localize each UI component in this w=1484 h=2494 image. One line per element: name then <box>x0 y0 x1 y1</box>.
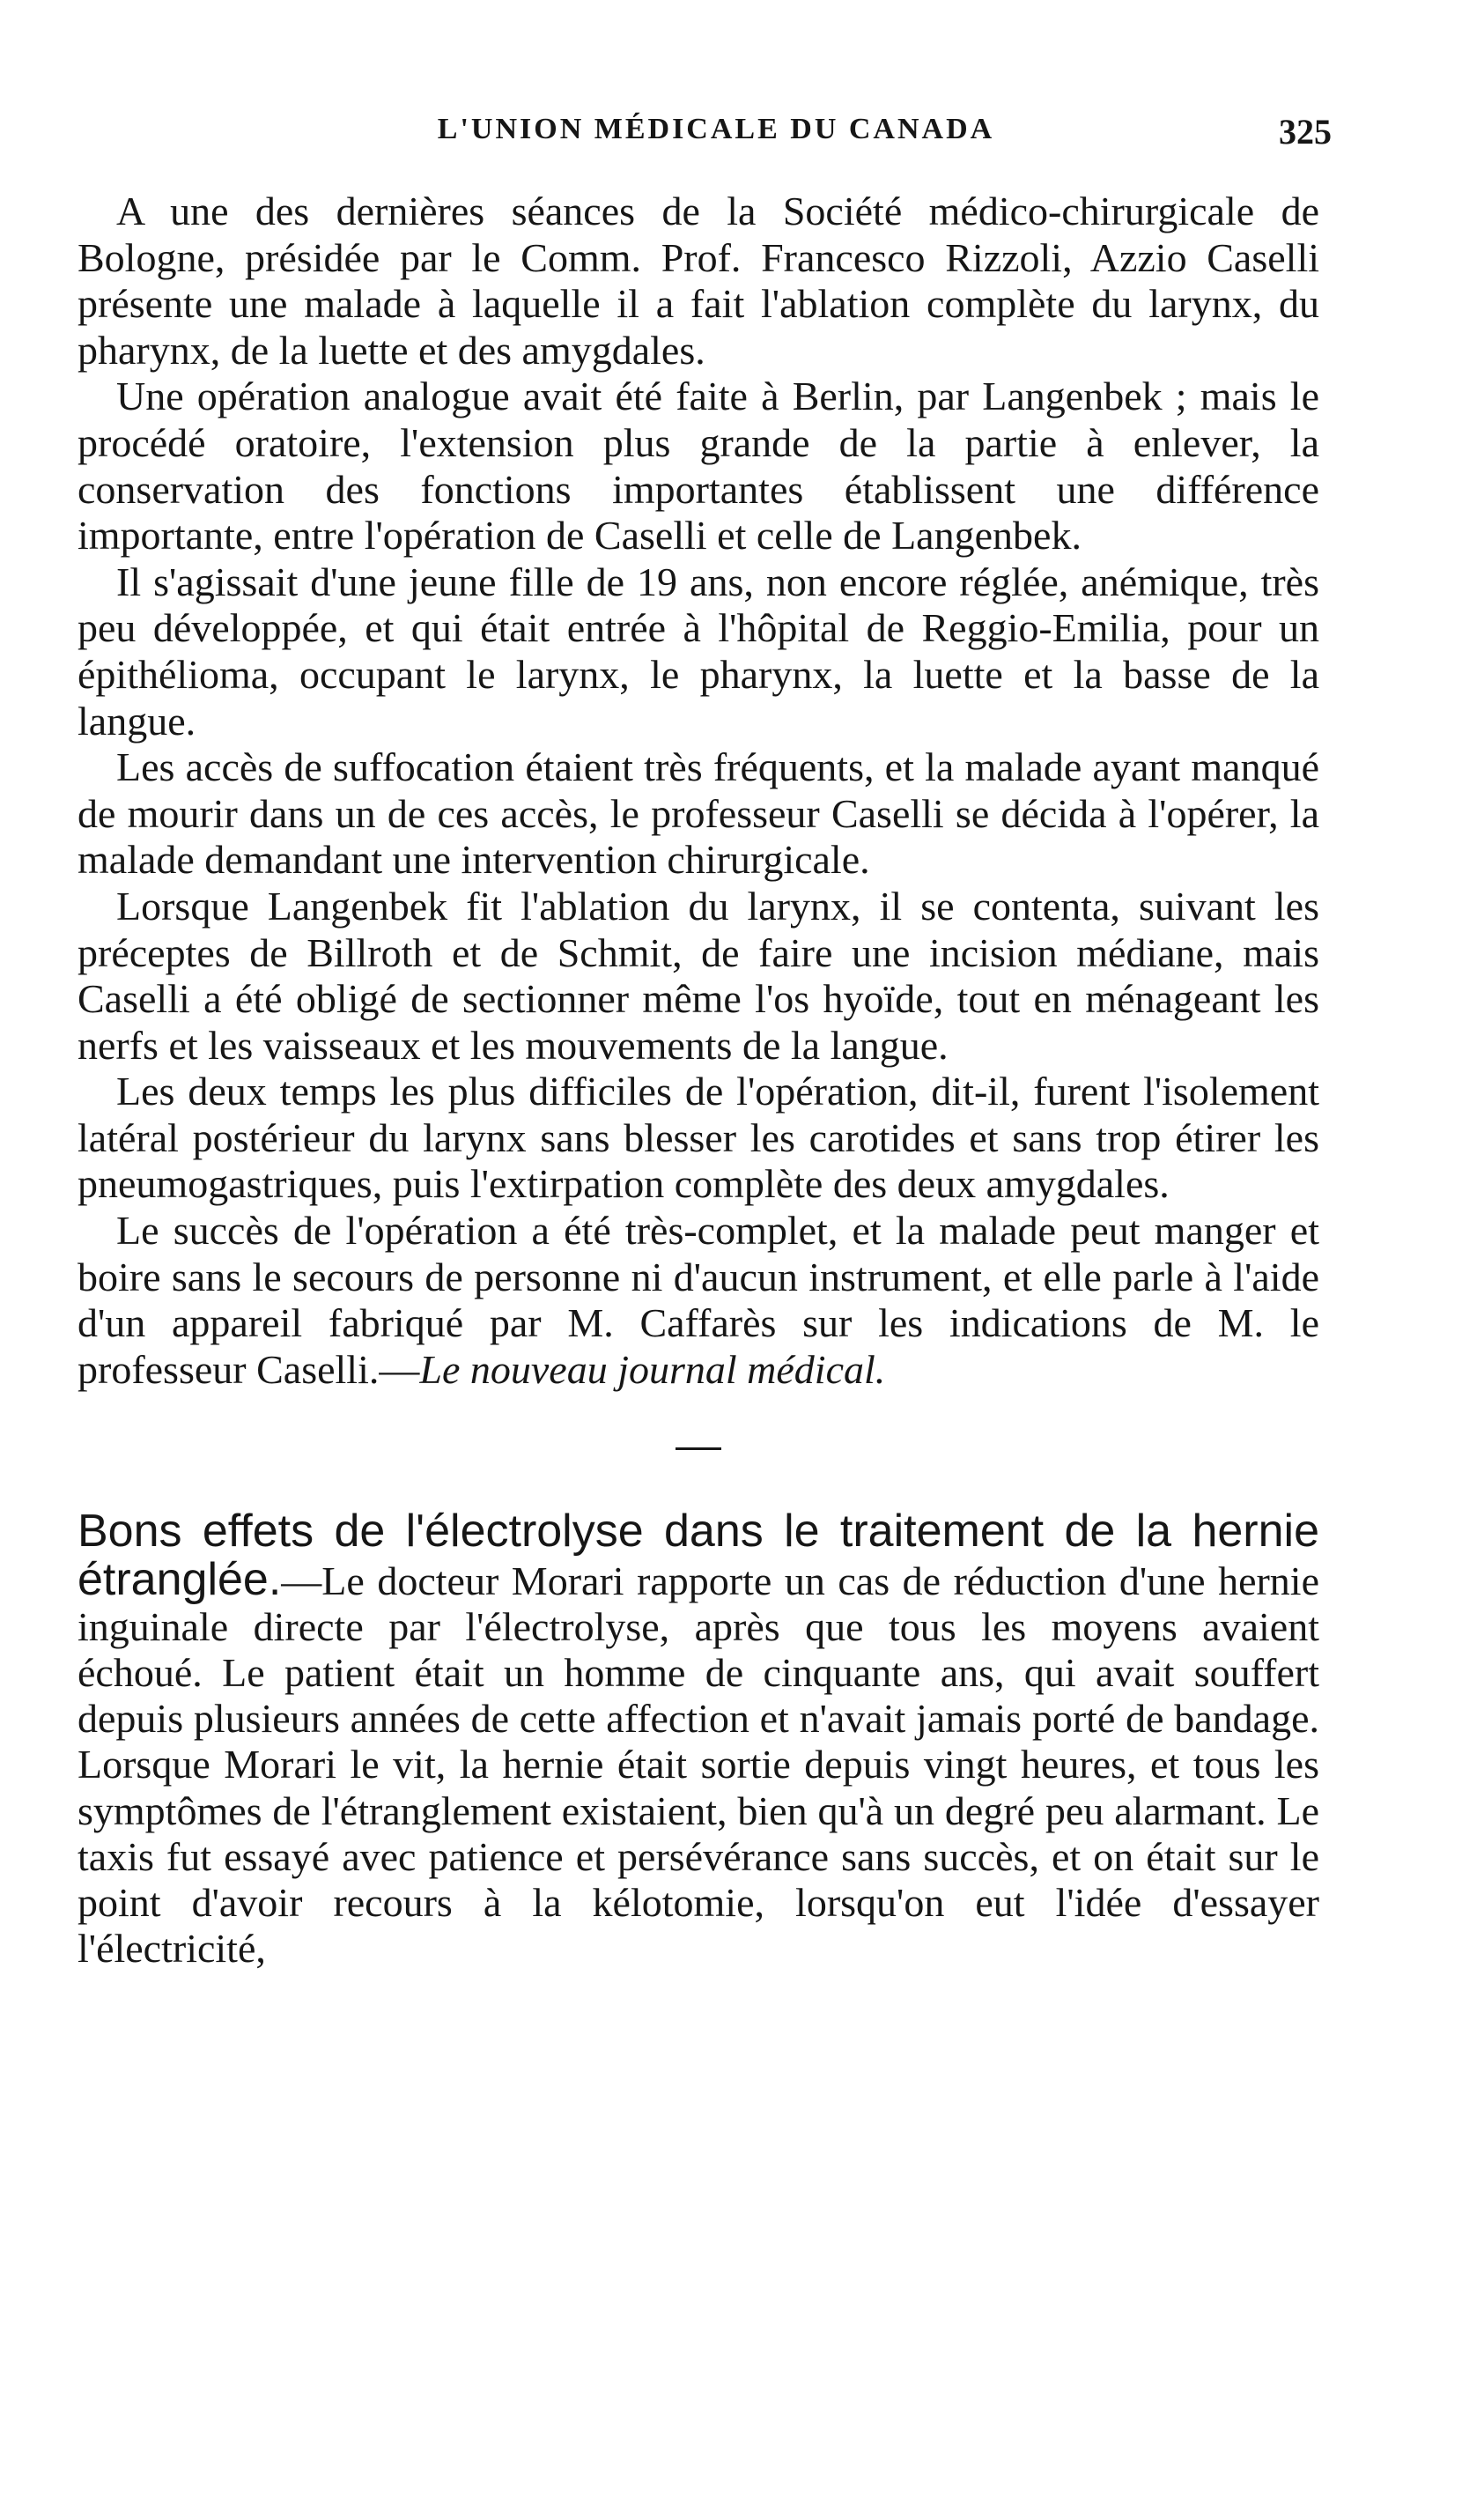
page <box>78 112 1332 1972</box>
page-number: 325 <box>1279 112 1332 152</box>
running-title: L'UNION MÉDICALE DU CANADA <box>437 113 995 145</box>
paragraph: Les accès de suffocation étaient très fréquents, et la malade ayant manqué de mourir dans un de ces accès, le professeur Caselli se décida à l'opérer, la malade demandant une intervention chirurgicale. <box>78 744 1319 883</box>
section-separator <box>676 1447 721 1450</box>
paragraph: Lorsque Langenbek fit l'ablation du larynx, il se contenta, suivant les préceptes de Billroth et de Schmit, de faire une incision médiane, mais Caselli a été obligé de sectionner même l'os hyoïde, tout en ménageant les nerfs et les vaisseaux et les mouvements de la langue. <box>78 883 1319 1068</box>
article-text: —Le docteur Morari rapporte un cas de réduction d'une hernie inguinale directe par l'électrolyse, après que tous les moyens avaient échoué. Le patient était un homme de cinquante ans, qui avait souffert depuis plusieurs années de cette affection et n'avait jamais porté de bandage. Lorsque Morari le vit, la hernie était sortie depuis vingt heures, et tous les symptômes de l'étranglement existaient, bien qu'à un degré peu alarmant. Le taxis fut essayé avec patience et persévérance sans succès, et on était sur le point d'avoir recours à la kélotomie, lorsqu'on eut l'idée d'essayer l'électricité, <box>78 1558 1319 1972</box>
paragraph: Une opération analogue avait été faite à Berlin, par Langenbek ; mais le procédé oratoire, l'extension plus grande de la partie à enlever, la conservation des fonctions importantes établissent une différence importante, entre l'opération de Caselli et celle de Langenbek. <box>78 374 1319 559</box>
article-paragraph <box>78 1508 1319 1972</box>
running-head <box>78 112 1332 166</box>
article-caselli <box>78 189 1319 1393</box>
paragraph: Il s'agissait d'une jeune fille de 19 ans, non encore réglée, anémique, très peu développée, et qui était entrée à l'hôpital de Reggio-Emilia, pour un épithélioma, occupant le larynx, le pharynx, la luette et la basse de la langue. <box>78 559 1319 744</box>
paragraph: Les deux temps les plus difficiles de l'opération, dit-il, furent l'isolement latéral postérieur du larynx sans blesser les carotides et sans trop étirer les pneumogastriques, puis l'extirpation complète des deux amygdales. <box>78 1069 1319 1207</box>
paragraph-last <box>78 1208 1319 1393</box>
source-citation: Le nouveau journal médical. <box>419 1346 886 1392</box>
paragraph: A une des dernières séances de la Société médico-chirurgicale de Bologne, présidée par le Comm. Prof. Francesco Rizzoli, Azzio Caselli présente une malade à laquelle il a fait l'ablation complète du larynx, du pharynx, de la luette et des amygdales. <box>78 189 1319 373</box>
paragraph-last-text: Le succès de l'opération a été très-complet, et la malade peut manger et boire sans le secours de personne ni d'aucun instrument, et elle parle à l'aide d'un appareil fabriqué par M. Caffarès sur les indications de M. le professeur Caselli.— <box>78 1208 1319 1392</box>
article-heading: Bons effets de l'électrolyse dans le traitement de la hernie étranglée. <box>78 1506 1319 1605</box>
article-electrolyse <box>78 1508 1319 1972</box>
